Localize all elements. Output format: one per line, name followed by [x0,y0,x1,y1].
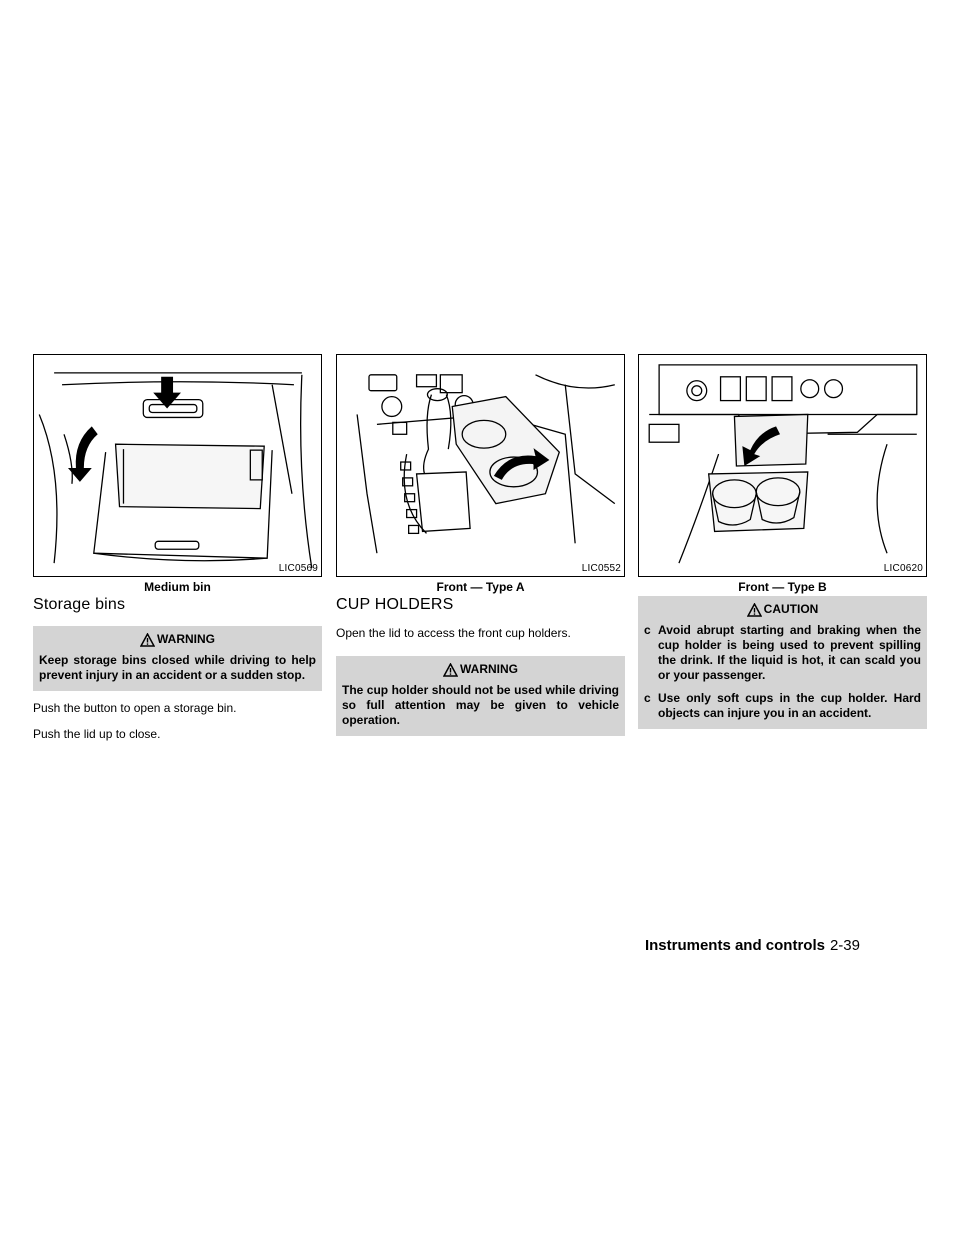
caution-title: CAUTION [763,602,819,616]
figure-code: LIC0569 [278,563,318,574]
cup-holder-type-a-illustration [337,355,624,576]
footer-section: Instruments and controls [644,937,825,954]
warning-icon [140,633,155,647]
warning-icon [747,603,762,617]
cup-holder-type-b-illustration [639,355,926,576]
bullet-mark: c [644,623,651,637]
warning-header [342,662,619,677]
warning-title: WARNING [460,662,518,676]
paragraph: Open the lid to access the front cup holders. [336,626,571,640]
column-caution [638,596,927,739]
figure-cup-holder-type-a [336,354,625,577]
section-heading: Storage bins [33,596,126,613]
list-item-text: Use only soft cups in the cup holder. Hard objects can injure you in an accident. [658,691,921,720]
paragraph: Push the lid up to close. [33,727,161,741]
figure-cup-holder-type-b [638,354,927,577]
figure-code: LIC0620 [883,563,923,574]
caution-box [638,596,927,729]
warning-box [336,656,625,736]
caution-header [644,602,921,617]
warning-title: WARNING [157,632,215,646]
figure-caption: Front — Type B [738,580,827,594]
bullet-mark: c [644,691,651,705]
figure-medium-bin [33,354,322,577]
figure-caption: Medium bin [144,580,211,594]
page-number: 2-39 [829,937,860,954]
warning-box [33,626,322,691]
list-item [644,691,921,721]
figure-caption: Front — Type A [436,580,525,594]
figure-code: LIC0552 [581,563,621,574]
column-storage-bins [33,596,322,753]
warning-icon [443,663,458,677]
warning-header [39,632,316,647]
caution-list [644,623,921,721]
warning-text: Keep storage bins closed while driving to help prevent injury in an accident or a sudden stop. [39,653,316,682]
section-heading: CUP HOLDERS [336,596,454,613]
list-item [644,623,921,683]
storage-bin-illustration [34,355,321,576]
warning-text: The cup holder should not be used while driving so full attention may be given to vehicle operation. [342,683,619,727]
page-footer [645,937,860,954]
column-cup-holders [336,596,625,746]
paragraph: Push the button to open a storage bin. [33,701,237,715]
list-item-text: Avoid abrupt starting and braking when the cup holder is being used to prevent spilling the drink. If the liquid is hot, it can scald you or your passenger. [658,623,921,682]
